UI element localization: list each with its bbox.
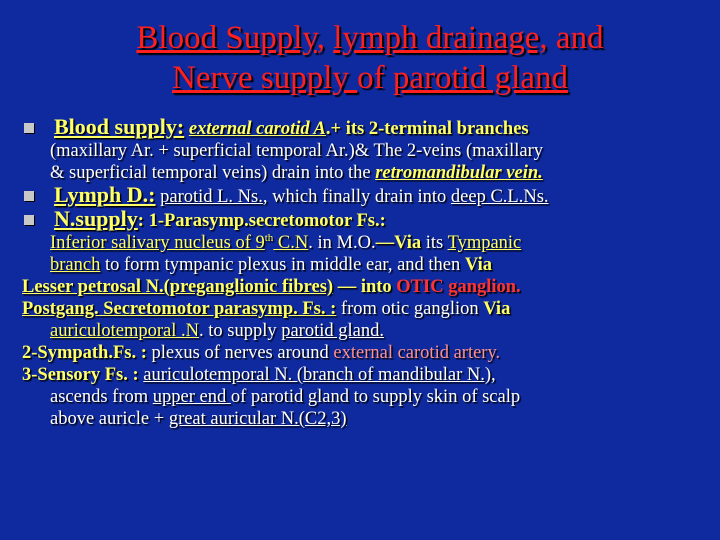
nerve-line-3: [22, 254, 704, 276]
via-1: —Via: [375, 233, 422, 253]
plexus-text: plexus of nerves around: [146, 343, 334, 363]
tympanic-text: Tympanic: [447, 233, 522, 253]
scalp-text: of parotid gland to supply skin of scalp: [230, 387, 521, 407]
blood-supply-heading: Blood supply:: [54, 114, 185, 139]
nerve-line-2: [22, 232, 704, 254]
nerve-line-7: [22, 342, 704, 364]
upper-end-text: upper end: [152, 387, 231, 407]
parotid-lymph-nodes: parotid L. Ns.: [160, 187, 263, 207]
ascends-text: ascends from: [50, 387, 153, 407]
title-line-1: [40, 18, 700, 58]
title-of: of: [357, 60, 393, 96]
nerve-line-8: [22, 364, 704, 386]
bullet-square-icon: [24, 123, 34, 133]
bullet-square-icon: [24, 191, 34, 201]
parasympathetic-heading: : 1-Parasymp.secretomotor Fs.:: [137, 211, 386, 231]
nerve-supply-line: [22, 208, 704, 232]
nerve-line-6: [22, 320, 704, 342]
title-blood-supply: Blood Supply: [136, 20, 317, 56]
sympathetic-heading: 2-Sympath.Fs. :: [22, 343, 147, 363]
to-supply-text: . to supply: [198, 321, 282, 341]
inferior-salivary-nucleus: Inferior salivary nucleus of 9: [50, 233, 265, 253]
slide-body: [22, 116, 704, 430]
via-3: Via: [483, 299, 511, 319]
into-text: — into: [333, 277, 397, 297]
postganglionic-fibres: Postgang. Secretomotor parasymp. Fs. :: [22, 299, 337, 319]
title-lymph-drainage: lymph drainage,: [333, 20, 548, 56]
otic-ganglion: OTIC ganglion.: [396, 277, 521, 297]
blood-supply-line-2: (maxillary Ar. + superficial temporal Ar.)& The 2-veins (maxillary: [50, 141, 544, 161]
via-2: Via: [464, 255, 492, 275]
bullet-square-icon: [24, 215, 34, 225]
medulla-text: . in M.O.: [308, 233, 376, 253]
title-nerve-supply: Nerve supply: [172, 60, 358, 96]
nerve-line-10: [22, 408, 704, 430]
nerve-line-5: [22, 298, 704, 320]
superscript-th: th: [264, 231, 274, 244]
its-text: its: [421, 233, 448, 253]
nerve-supply-heading: N.supply: [54, 206, 138, 231]
title-and: and: [547, 20, 604, 56]
great-auricular-nerve: great auricular N.(C2,3): [168, 409, 347, 429]
blood-supply-branches: .+ its 2-terminal branches: [325, 119, 529, 139]
lymph-drainage-line: [22, 184, 704, 208]
retromandibular-vein: retromandibular vein.: [375, 163, 543, 183]
external-carotid-artery: external carotid A: [188, 119, 326, 139]
lesser-petrosal-nerve: Lesser petrosal N.(preganglionic fibres): [22, 277, 334, 297]
veins-drain-text: & superficial temporal veins) drain into the: [50, 163, 376, 183]
tympanic-plexus-text: to form tympanic plexus in middle ear, and then: [100, 255, 465, 275]
sensory-heading: 3-Sensory Fs. :: [22, 365, 139, 385]
nerve-line-4: [22, 276, 704, 298]
auriculotemporal-nerve: auriculotemporal .N: [50, 321, 199, 341]
title-parotid-gland: parotid gland: [392, 60, 568, 96]
parotid-gland-text: parotid gland.: [281, 321, 384, 341]
branch-text: branch: [50, 255, 101, 275]
blood-supply-line: [22, 116, 704, 140]
title-line-2: [40, 58, 700, 98]
slide-title: [40, 18, 700, 98]
deep-cervical-nodes: deep C.L.Ns.: [450, 187, 549, 207]
lymph-drain-text: , which finally drain into: [262, 187, 451, 207]
from-otic-text: from otic ganglion: [336, 299, 484, 319]
external-carotid-artery-text: external carotid artery.: [333, 343, 501, 363]
nerve-line-9: [22, 386, 704, 408]
above-auricle-text: above auricle +: [50, 409, 169, 429]
auriculotemporal-branch: auriculotemporal N. (branch of mandibular N.),: [143, 365, 496, 385]
lymph-heading: Lymph D.:: [54, 182, 156, 207]
title-comma: ,: [316, 20, 325, 56]
cranial-nerve: C.N: [273, 233, 309, 253]
blood-supply-line-3: [22, 162, 704, 184]
